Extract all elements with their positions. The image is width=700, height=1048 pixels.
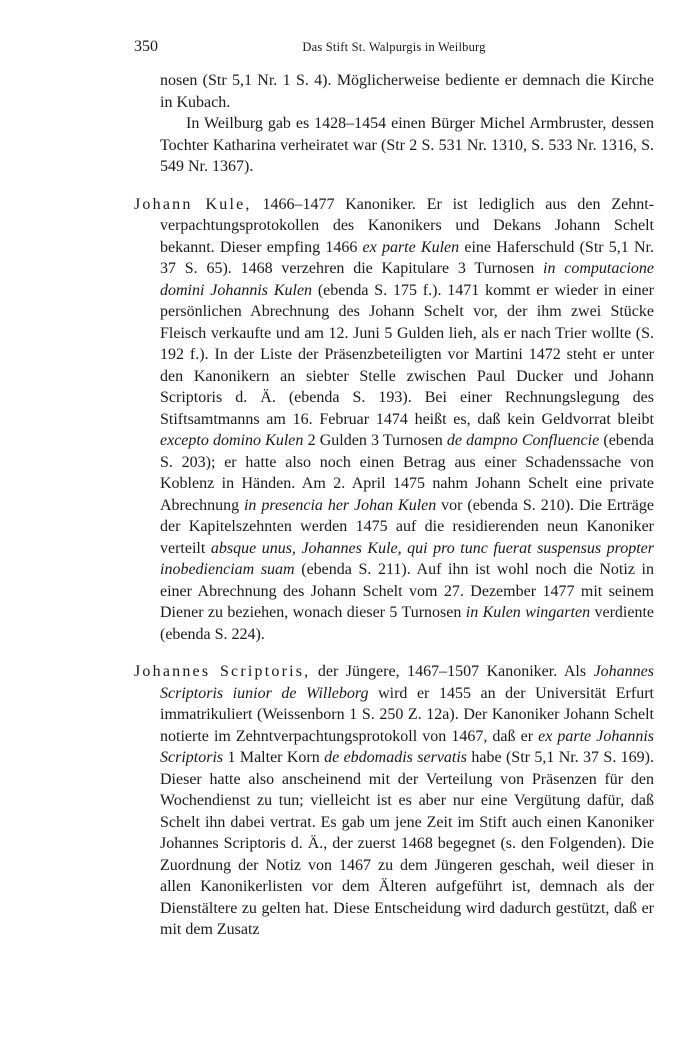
entry-text: 1466–1477 Kanoniker. Er ist lediglich aus den Zehntverpachtungsprotokollen des Kanonikers und Dekans Johann Schelt bekannt. Dieser empfing 1466 — [160, 195, 654, 256]
running-head: Das Stift St. Walpurgis in Weilburg — [302, 40, 486, 54]
section-gap — [134, 178, 654, 194]
latin-quote: absque unus, Johannes Kule, qui pro tunc fuerat suspensus propter inobedienciam suam — [160, 539, 655, 578]
latin-quote: in Kulen wingarten — [465, 604, 591, 621]
section-gap — [134, 645, 654, 661]
latin-quote: excepto domino Kulen — [160, 432, 304, 449]
latin-quote: de dampno Confluencie — [446, 432, 600, 449]
entry-text: vor (ebenda S. 210). Die Erträge der Kapitelszehnten werden 1475 auf die residierenden neun Kanoniker verteilt — [160, 496, 654, 557]
entry-name: Johann Kule, — [134, 195, 252, 213]
entry-text: (ebenda S. 203); er hatte also noch einen Betrag aus einer Schadenssache von Koblenz in Händen. Am 2. April 1475 nahm Johann Schelt eine private Abrechnung — [160, 432, 654, 514]
entry-text: 2 Gulden 3 Turnosen — [303, 432, 447, 449]
entry-text: verdiente (ebenda S. 224). — [160, 604, 655, 643]
page-number: 350 — [134, 38, 158, 55]
entry-text: habe (Str 5,1 Nr. 37 S. 169). Dieser hatte also anscheinend mit der Verteilung von Präsenzen für den Wochendienst zu tun; vielleicht ist es aber nur eine Vergütung dafür, daß Schelt ihn dabei vertrat. Es gab um jene Zeit im Stift auch einen Kanoniker Johannes Scriptoris d. Ä., der zuerst 1468 begegnet (s. den Folgenden). Die Zuordnung der Notiz von 1467 zu dem Jüngeren geschah, weil dieser in allen Kanonikerlisten vor dem Älteren aufgeführt ist, demnach als der Dienstältere zu gelten hat. Diese Entscheidung wird dadurch gestützt, daß er mit dem Zusatz — [160, 749, 655, 938]
page-header — [134, 38, 654, 62]
entry-text: (ebenda S. 175 f.). 1471 kommt er wieder in einer persönlichen Abrechnung des Johann Schelt vor, der ihm zwei Stücke Fleisch verkaufte und am 12. Juni 5 Gulden lieh, als er nach Trier wollte (S. 192 f.). In der Liste der Präsenzbeteiligten vor Martini 1472 steht er unter den Kanonikern an siebter Stelle zwischen Paul Ducker und Johann Scriptoris d. Ä. (ebenda S. 193). Bei einer Rechnungslegung des Stiftsamtmanns am 16. Februar 1474 heißt es, daß kein Geldvorrat bleibt — [160, 281, 654, 428]
entry-text: der Jüngere, 1467–1507 Kanoniker. Als — [310, 663, 594, 680]
entry-text: eine Haferschuld (Str 5,1 Nr. 37 S. 65). 1468 verzehren die Kapitulare 3 Turnosen — [160, 238, 655, 277]
page-body — [134, 70, 654, 941]
latin-quote: in computacione domini Johannis Kulen — [160, 260, 654, 299]
latin-quote: de ebdomadis servatis — [324, 749, 468, 766]
latin-quote: Johannes Scriptoris iunior de Willeborg — [160, 663, 654, 702]
entry-name: Johannes Scriptoris, — [134, 663, 311, 680]
latin-quote: in presencia her Johan Kulen — [243, 496, 437, 514]
entry-text: (ebenda S. 211). Auf ihn ist wohl noch die Notiz in einer Abrechnung des Johann Schelt vom 27. Dezember 1477 mit seinem Diener zu beziehen, wonach dieser 5 Turnosen — [160, 561, 654, 621]
latin-quote: ex parte Kulen — [362, 238, 460, 256]
continuation-paragraph: nosen (Str 5,1 Nr. 1 S. 4). Möglicherweise bediente er demnach die Kirche in Kubach. — [160, 72, 654, 111]
latin-quote: ex parte Johannis Scriptoris — [160, 727, 655, 766]
entry-text: 1 Malter Korn — [223, 749, 325, 766]
entry-johann-kule — [134, 194, 654, 646]
entry-johannes-scriptoris — [134, 661, 654, 941]
entry-text: wird er 1455 an der Universität Erfurt immatrikuliert (Weissenborn 1 S. 250 Z. 12a). Der Kanoniker Johann Schelt notierte im Zehntverpachtungsprotokoll von 1467, daß er — [160, 684, 654, 745]
weilburg-paragraph: In Weilburg gab es 1428–1454 einen Bürger Michel Armbruster, dessen Tochter Katharina verheiratet war (Str 2 S. 531 Nr. 1310, S. 533 Nr. 1316, S. 549 Nr. 1367). — [160, 115, 654, 175]
